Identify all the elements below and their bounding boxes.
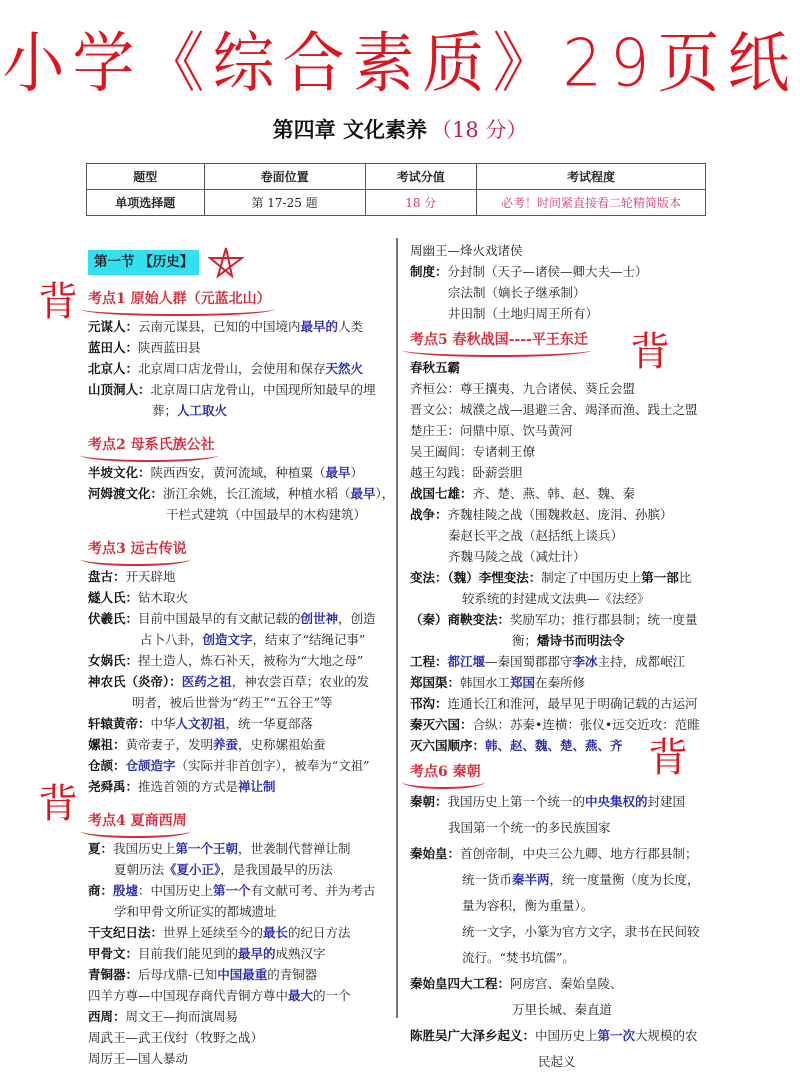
- list-item: 元谋人：云南元谋县，已知的中国境内最早的人类: [88, 319, 364, 334]
- list-item: 战争：齐魏桂陵之战（围魏救赵、庞涓、孙膑）: [410, 507, 673, 522]
- list-item: 万里长城、秦直道: [512, 1002, 613, 1017]
- list-item: 统一货币秦半两，统一度量衡（度为长度，: [462, 872, 700, 887]
- list-item: 半坡文化：陕西西安，黄河流域，种植粟（最早）: [88, 465, 364, 480]
- list-item: 葬；人工取火: [152, 403, 228, 418]
- list-item: 嫘祖：黄帝妻子，发明养蚕，史称嫘祖始蚕: [88, 737, 326, 752]
- table-cell: 第 17-25 题: [204, 190, 365, 216]
- list-item: 盘古：开天辟地: [88, 569, 176, 584]
- kp-title: 考点1 原始人群（元蓝北山）: [88, 289, 271, 314]
- subheading: 春秋五霸: [410, 360, 461, 375]
- bei-annotation: 背: [630, 329, 670, 375]
- list-item: 伏羲氏：目前中国最早的有文献记载的创世神，创造: [88, 611, 376, 626]
- list-item: 神农氏（炎帝）：医药之祖，神农尝百草；农业的发: [88, 674, 370, 689]
- kp-title: 考点3 远古传说: [88, 539, 187, 564]
- banner: [0, 10, 800, 105]
- list-item: 夏：我国历史上第一个王朝，世袭制代替禅让制: [88, 841, 351, 856]
- list-item: 我国第一个统一的多民族国家: [448, 820, 611, 835]
- table-header: 题型: [87, 164, 205, 190]
- list-item: 干栏式建筑（中国最早的木构建筑）: [166, 507, 367, 522]
- kp-title: 考点4 夏商西周: [88, 811, 187, 836]
- kp-title: 考点5 春秋战国----平王东迁: [410, 330, 588, 355]
- list-item: 战国七雄：齐、楚、燕、韩、赵、魏、秦: [410, 486, 636, 501]
- list-item: 秦灭六国：合纵：苏秦•连横：张仪•远交近攻：范睢: [410, 717, 700, 732]
- list-item: 学和甲骨文所证实的都城遗址: [114, 904, 277, 919]
- list-item: 量为容积，衡为重量）。: [462, 898, 594, 913]
- list-item: 秦始皇四大工程：阿房宫、秦始皇陵、: [410, 976, 623, 991]
- list-item: 晋文公：城濮之战—退避三舍、竭泽而渔、践土之盟: [410, 402, 698, 417]
- list-item: 商：殷墟：中国历史上第一个有文献可考、并为考古: [88, 883, 376, 898]
- list-item: 山顶洞人：北京周口店龙骨山，中国现所知最早的埋: [88, 382, 376, 397]
- list-item: 越王勾践：卧薪尝胆: [410, 465, 523, 480]
- list-item: 井田制（土地归周王所有）: [448, 306, 599, 321]
- list-item: 吴王阖闾：专诸刺王僚: [410, 444, 536, 459]
- list-item: 尧舜禹：推选首领的方式是禅让制: [88, 779, 276, 794]
- chapter-title: 第四章 文化素养: [272, 117, 427, 142]
- bei-annotation: 背: [648, 735, 688, 781]
- list-item: 郑国渠：韩国水工郑国在秦所修: [410, 675, 586, 690]
- list-item: 北京人：北京周口店龙骨山，会使用和保存天然火: [88, 361, 364, 376]
- list-item: 西周：周文王—拘而演周易: [88, 1009, 239, 1024]
- list-item: 仓颉：仓颉造字（实际并非首创字），被奉为“文祖”: [88, 758, 370, 773]
- list-item: 齐桓公：尊王攘夷、九合诸侯、葵丘会盟: [410, 381, 636, 396]
- column-divider: [396, 238, 398, 1018]
- list-item: 民起义: [538, 1054, 576, 1069]
- exam-info-table: [86, 163, 706, 216]
- table-header: 考试分值: [365, 164, 476, 190]
- list-item: 陈胜吴广大泽乡起义：中国历史上第一次大规模的农: [410, 1028, 698, 1043]
- table-row: [87, 190, 706, 216]
- table-cell: 18 分: [365, 190, 476, 216]
- bei-annotation: 背: [38, 781, 78, 827]
- list-item: 灭六国顺序：韩、赵、魏、楚、燕、齐: [410, 738, 623, 753]
- table-cell: 单项选择题: [87, 190, 205, 216]
- table-header: 考试程度: [476, 164, 705, 190]
- list-item: 制度：分封制（天子—诸侯—卿大夫—士）: [410, 264, 648, 279]
- list-item: 宗法制（嫡长子继承制）: [448, 285, 586, 300]
- table-header: 卷面位置: [204, 164, 365, 190]
- list-item: 较系统的封建成文法典—《法经》: [462, 591, 650, 606]
- list-item: 夏朝历法《夏小正》，是我国最早的历法: [114, 862, 333, 877]
- list-item: 工程：都江堰—秦国蜀郡郡守李冰主持，成都岷江: [410, 654, 686, 669]
- list-item: 河姆渡文化：浙江余姚，长江流域，种植水稻（最早），: [88, 486, 395, 501]
- list-item: 秦赵长平之战（赵括纸上谈兵）: [448, 528, 624, 543]
- list-item: 青铜器：后母戊鼎-已知中国最重的青铜器: [88, 967, 318, 982]
- chapter-heading: [0, 114, 800, 144]
- list-item: 统一文字，小篆为官方文字，隶书在民间较: [462, 924, 700, 939]
- section-title: 第一节 【历史】: [88, 250, 199, 275]
- list-item: 四羊方尊—中国现存商代青铜方尊中最大的一个: [88, 988, 351, 1003]
- list-item: 蓝田人：陕西蓝田县: [88, 340, 201, 355]
- list-item: （秦）商鞅变法：奖励军功；推行郡县制；统一度量: [410, 612, 698, 627]
- left-column: [88, 250, 395, 1069]
- kp-title: 考点2 母系氏族公社: [88, 435, 215, 460]
- list-item: 邗沟：连通长江和淮河，最早见于明确记载的古运河: [410, 696, 698, 711]
- table-cell: 必考！时间紧直接看二轮精简版本: [476, 190, 705, 216]
- chapter-score: （18 分）: [430, 118, 528, 142]
- list-item: 楚庄王：问鼎中原、饮马黄河: [410, 423, 573, 438]
- table-header-row: [87, 164, 706, 190]
- banner-title: 小学《综合素质》29页纸: [2, 24, 798, 102]
- list-item: 衡；燔诗书而明法令: [512, 633, 625, 648]
- list-item: 流行。“焚书坑儒”。: [462, 950, 575, 965]
- list-item: 秦朝：我国历史上第一个统一的中央集权的封建国: [410, 794, 686, 809]
- bei-annotation: 背: [38, 279, 78, 325]
- list-item: 周厉王—国人暴动: [88, 1051, 189, 1066]
- list-item: 占卜八卦，创造文字，结束了“结绳记事”: [140, 632, 366, 647]
- list-item: 明者，被后世誉为“药王”“五谷王”等: [132, 695, 333, 710]
- list-item: 周武王—武王伐纣（牧野之战）: [88, 1030, 264, 1045]
- kp-title: 考点6 秦朝: [410, 762, 481, 787]
- list-item: 燧人氏：钻木取火: [88, 590, 189, 605]
- list-item: 齐魏马陵之战（减灶计）: [448, 549, 586, 564]
- list-item: 女娲氏：捏土造人，炼石补天，被称为“大地之母”: [88, 653, 364, 668]
- list-item: 甲骨文：目前我们能见到的最早的成熟汉字: [88, 946, 326, 961]
- list-item: 变法：（魏）李悝变法：制定了中国历史上第一部比: [410, 570, 692, 585]
- list-item: 周幽王—烽火戏诸侯: [410, 243, 523, 258]
- right-column: [410, 240, 710, 1075]
- list-item: 轩辕黄帝：中华人文初祖，统一华夏部落: [88, 716, 314, 731]
- list-item: 干支纪日法：世界上延续至今的最长的纪日方法: [88, 925, 351, 940]
- list-item: 秦始皇：首创帝制，中央三公九卿、地方行郡县制；: [410, 846, 698, 861]
